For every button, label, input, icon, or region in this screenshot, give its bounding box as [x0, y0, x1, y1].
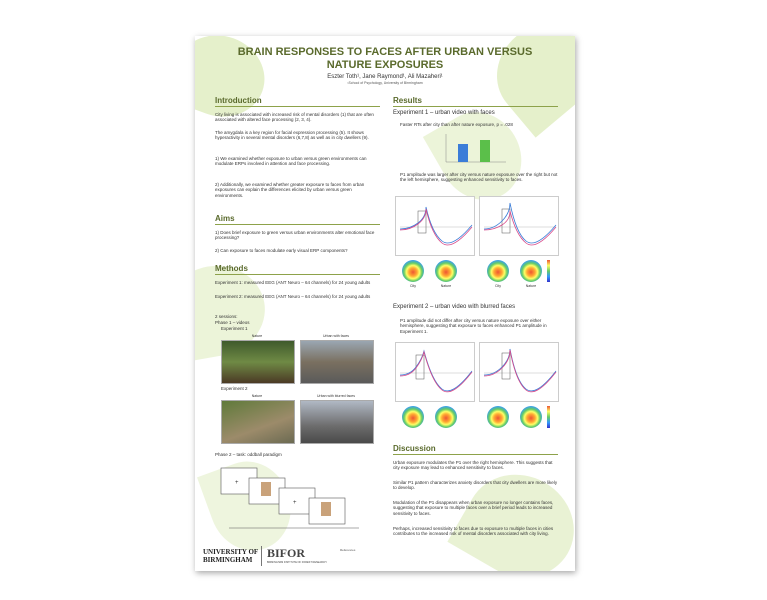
image-caption: Urban with blurred faces [317, 394, 355, 398]
methods-text: Experiment 1 [221, 326, 248, 331]
aims-heading: Aims [215, 214, 235, 223]
poster-authors: Eszter Toth¹, Jane Raymond¹, Ali Mazaheri¹ [327, 74, 443, 80]
heading-divider [215, 224, 380, 225]
image-caption: Nature [251, 394, 263, 398]
rt-bar-chart [440, 132, 510, 166]
erp-plot-right-2 [479, 342, 559, 402]
methods-text: Phase 1 – videos [215, 320, 250, 325]
methods-text: Experiment 2 [221, 386, 248, 391]
intro-paragraph: The amygdala is a key region for facial expression processing (5). It shows hyperactivity in several mental disorders (6,7,8) as well as in city dwellers (9). [215, 130, 369, 141]
bifor-logo: BIFOR [267, 546, 306, 560]
aim-item: 1) Does brief exposure to green versus urban environments alter emotional face processing? [215, 230, 375, 241]
topomap [435, 406, 457, 428]
erp-plot-left-2 [395, 342, 475, 402]
logo-line: UNIVERSITY OF [203, 548, 259, 556]
image-caption: Urban with faces [322, 334, 350, 338]
nature-video-image-2 [221, 400, 295, 444]
intro-paragraph: 2) Additionally, we examined whether greater exposure to faces from urban exposures can explain the differences elicited by urban versus green environments. [215, 182, 365, 198]
svg-text:+: + [293, 500, 297, 506]
nature-video-image [221, 340, 295, 384]
topomap-label: City [494, 284, 502, 288]
bifor-logo-subtitle: BIRMINGHAM INSTITUTE OF FOREST RESEARCH [267, 561, 327, 564]
experiment2-title: Experiment 2 – urban video with blurred faces [393, 304, 516, 310]
logo-line: BIRMINGHAM [203, 556, 253, 564]
university-of-birmingham-logo [203, 548, 258, 564]
topomap-label: City [409, 284, 417, 288]
heading-divider [393, 106, 558, 107]
poster-title: BRAIN RESPONSES TO FACES AFTER URBAN VERSUS NATURE EXPOSURES [237, 46, 533, 71]
heading-divider [215, 274, 380, 275]
topomap [435, 260, 457, 282]
methods-text: Experiment 1: measured EEG (ANT Neuro – 64 channels) for 24 young adults [215, 280, 371, 285]
intro-paragraph: 1) We examined whether exposure to urban versus green environments can modulate ERPs involved in attention and face processing. [215, 156, 367, 167]
topomap-label: Nature [440, 284, 452, 288]
discussion-paragraph: Urban exposure modulates the P1 over the right hemisphere. This suggests that city exposure may lead to enhanced sensitivity to faces. [393, 460, 553, 471]
poster-affiliation: ¹School of Psychology, University of Birmingham [347, 81, 423, 85]
p1-result-text-2: P1 amplitude did not differ after city versus nature exposure over either hemisphere, suggesting that exposure to faces enhanced P1 amplitude in Experiment 1. [400, 318, 547, 334]
methods-heading: Methods [215, 264, 248, 273]
svg-text:+: + [235, 480, 239, 486]
experiment1-title: Experiment 1 – urban video with faces [393, 110, 495, 116]
references: References [340, 548, 356, 552]
topomap [520, 406, 542, 428]
results-heading: Results [393, 96, 422, 105]
rt-result-text: Faster RTs after city than after nature exposure, p = .028 [400, 122, 513, 127]
topomap [402, 260, 424, 282]
image-caption: Nature [251, 334, 263, 338]
intro-paragraph: City living is associated with increased risk of mental disorders (1) that are often associated with altered face processing (2, 3, 4). [215, 112, 374, 123]
introduction-heading: Introduction [215, 96, 262, 105]
p1-result-text: P1 amplitude was larger after city versus nature exposure over the right but not the left hemisphere, suggesting enhanced sensitivity to faces. [400, 172, 558, 183]
discussion-paragraph: Modulation of the P1 disappears when urban exposure no longer contains faces, suggesting that exposure to multiple faces over a brief period leads to increased sensitivity to faces. [393, 500, 554, 516]
erp-plot-left [395, 196, 475, 256]
discussion-paragraph: Similar P1 pattern characterizes anxiety disorders that city dwellers are more likely to develop. [393, 480, 558, 491]
urban-faces-video-image [300, 340, 374, 384]
heading-divider [215, 106, 380, 107]
methods-text: 2 sessions: [215, 314, 238, 319]
topomap [487, 406, 509, 428]
methods-text: Experiment 2: measured EEG (ANT Neuro – 64 channels) for 24 young adults [215, 294, 371, 299]
heading-divider [393, 454, 558, 455]
logo-divider [261, 546, 262, 566]
discussion-paragraph: Perhaps, increased sensitivity to faces due to exposure to multiple faces in cities contributes to the increased risk of mental disorders associated with city living. [393, 526, 554, 537]
methods-text: Phase 2 – task: oddball paradigm [215, 452, 282, 457]
topomap [487, 260, 509, 282]
colorbar [547, 260, 550, 282]
poster [195, 36, 575, 571]
oddball-paradigm-diagram [219, 462, 369, 532]
topomap [520, 260, 542, 282]
discussion-heading: Discussion [393, 444, 436, 453]
aim-item: 2) Can exposure to faces modulate early visual ERP components? [215, 248, 348, 253]
erp-plot-right [479, 196, 559, 256]
topomap [402, 406, 424, 428]
topomap-label: Nature [525, 284, 537, 288]
colorbar [547, 406, 550, 428]
urban-blurred-video-image [300, 400, 374, 444]
